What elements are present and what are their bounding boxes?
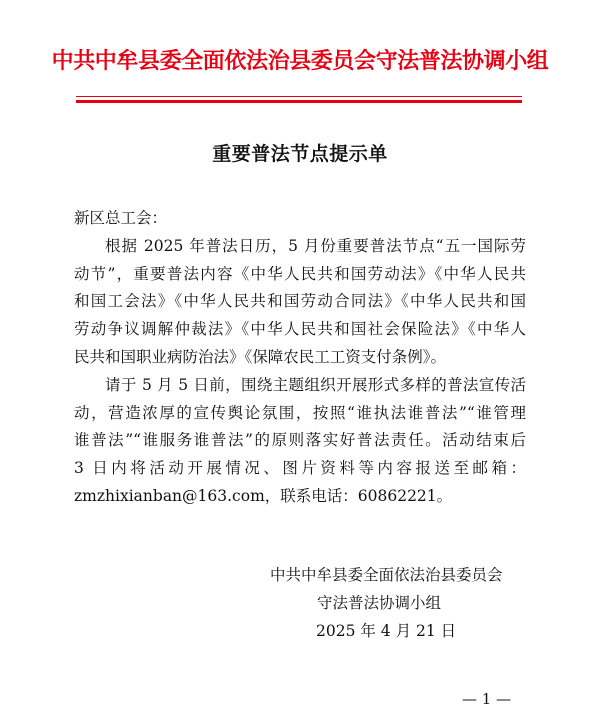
paragraph-line: 3 日内将活动开展情况、图片资料等内容报送至邮箱： — [74, 459, 526, 478]
paragraph-line: 民共和国职业病防治法》《保障农民工工资支付条例》。 — [74, 347, 447, 366]
addressee: 新区总工会： — [74, 209, 168, 227]
header-divider-thick — [76, 100, 522, 103]
header-issuer-title: 中共中牟县委全面依法治县委员会守法普法协调小组 — [51, 49, 549, 74]
paragraph-line: 请于 5 月 5 日前，围绕主题组织开展形式多样的普法宣传活 — [105, 375, 526, 394]
signature-date: 2025 年 4 月 21 日 — [316, 622, 457, 640]
signature-group: 守法普法协调小组 — [317, 594, 442, 612]
header-divider-thin — [76, 96, 522, 97]
signature-organization: 中共中牟县委全面依法治县委员会 — [270, 566, 503, 584]
document-title: 重要普法节点提示单 — [212, 143, 388, 165]
paragraph-line: 谁普法”“谁服务谁普法”的原则落实好普法责任。活动结束后 — [74, 431, 526, 450]
paragraph-line: 和国工会法》《中华人民共和国劳动合同法》《中华人民共和国 — [74, 292, 526, 311]
document-body — [74, 205, 526, 511]
paragraph-line: 动，营造浓厚的宣传舆论氛围，按照“谁执法谁普法”“谁管理 — [74, 403, 526, 422]
contact-line: zmzhixianban@163.com，联系电话：60862221。 — [74, 486, 453, 505]
paragraph-line: 根据 2025 年普法日历，5 月份重要普法节点“五一国际劳 — [105, 236, 526, 255]
paragraph-line: 动节”，重要普法内容《中华人民共和国劳动法》《中华人民共 — [74, 264, 526, 283]
page-number: — 1 — — [462, 690, 512, 708]
paragraph-line: 劳动争议调解仲裁法》《中华人民共和国社会保险法》《中华人 — [74, 320, 526, 339]
